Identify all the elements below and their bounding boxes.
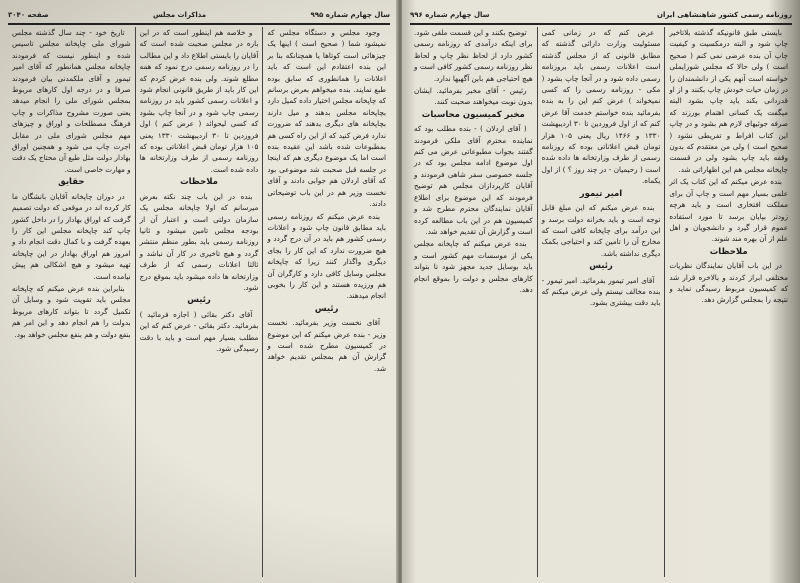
article-paragraph: بنابراین بنده عرض میکنم که چاپخانه مجلس باید تقویت شود و وسایل آن تکمیل گردد تا بتواند کارهای مربوط بدولت را هم انجام دهد و این امر هم بنفع دولت و هم بنفع مجلس خواهد بود. bbox=[11, 283, 131, 339]
section-title: مذاکرات مجلس bbox=[152, 11, 207, 19]
article-paragraph: بنده عرض میکنم که این مبلغ قابل توجه است و باید بخزانه دولت برسد و این درآمد برای چاپخانه کافی است که مخارج آن را تامین کند و احتیاجی بکمک دیگری نداشته باشد. bbox=[541, 203, 661, 258]
left-page-columns bbox=[8, 27, 390, 577]
text-column bbox=[410, 27, 537, 577]
right-page-header bbox=[410, 8, 792, 22]
article-paragraph: توضیح بکنند و این قسمت ملغی شود. برای اینکه درآمدی که روزنامه رسمی کشور دارد از لحاظ نظر چاپ و لحاظ نظر روزنامه رسمی کشور کافی است و هیچ احتیاجی هم باین آگهیها ندارد. bbox=[413, 28, 533, 83]
article-paragraph: بنده عرض میکنم که این کتاب یک اثر علمی بسیار مهم است و چاپ آن برای مملکت افتخاری است و باید هرچه زودتر بپایان برسد تا مورد استفاده عموم قرار گیرد و دانشجویان و اهل علم از آن بهره مند شوند. bbox=[669, 177, 788, 244]
section-heading: ملاحظات bbox=[180, 177, 218, 188]
right-page-columns bbox=[410, 27, 792, 577]
text-column bbox=[537, 27, 665, 577]
article-paragraph: عرض کنم که در زمانی کمی مسئولیت وزارت دارائی گذشته که مطابق قانونی که از مجلس گذشته است اعلانات رسمی باید بروزنامه رسمی داده شود و در آنجا چاپ بشود ( مکی - روزنامه رسمی را که کسی نمیخواند ) عرض کنم این را به بنده بفرمائید بنده خواستم خدمت آقا عرض کنم که از اول فروردین تا ۳۰ اردیبهشت ۱۳۳۰ و ۱۴۶۶ ریال یعنی ۱۰۵ هزار تومان قبض اعلاناتی بوده که روزنامه رسمی از طرف وزارتخانه ها داده شده است ( رحیمیان - در چند روز ؟ ) از اول یکماه. bbox=[541, 28, 661, 186]
header-rule bbox=[8, 23, 390, 25]
issue-number: سال چهارم شماره ۹۹۵ bbox=[310, 11, 390, 19]
text-column bbox=[8, 27, 135, 577]
article-paragraph: بایستی طبق قانونیکه گذشته بلاتاخیر چاپ شود و البته درمکسیت و کیفیت چاپ آن بنده عرضی نمی کنم ( صحیح است ) ولی حالا که مجلس شورایملی خواسته است آنهم یکی از دانشمندان را در زمان حیات خودش چاپ بکنند و از او قدردانی بکند باید چاپ بشود البته میگفت یک کسانی اهتمام بورزند که صرفه جوئیهای لازم هم بشود و در چاپ این کتاب افراط و تفریطی نشود ( صحیح است ) ولی من معتقدم که بدون وقفه باید چاپ بشود ولی در قسمت چاپخانه مجلس هم این اظهاراتی شد. bbox=[669, 28, 788, 174]
article-paragraph: آقای دکتر بقائی ( اجازه فرمائید ) بفرمائید. دکتر بقائی - عرض کنم که این مطلب بسیار مهم است و باید با دقت رسیدگی شود. bbox=[139, 309, 259, 353]
section-heading: مخبر کمیسیون محاسبات bbox=[421, 109, 525, 120]
article-paragraph: در دوران چاپخانه آقایان بانشگان ما کار کرده اند در موقعی که دولت تصمیم گرفت که اوراق بهادار را در داخل کشور چاپ کند چاپخانه مجلس این کار را بعهده گرفت و با کمال دقت انجام داد و امروز هم اوراق بهادار در این چاپخانه تهیه میشود و هیچ اشکالی هم پیش نیامده است. bbox=[11, 191, 131, 281]
article-paragraph: ( آقای اردلان ) - بنده مطلب بود که نماینده محترم آقای ملکی فرمودند گفتند بجواب مطبوعاتی عرض می کنم اول موضوع ادامه مجلس بود که در جلسه خصوصی سفر شاهی فرمودند و آقایان کارپردازان مجلس هم توضیح فرمودند که این موضوع برای اطلاع آقایان نمایندگان محترم مطرح شد و کمیسیون هم در این باب مطالعه کرده است و گزارش آن تقدیم خواهد شد. bbox=[413, 124, 533, 236]
article-paragraph: بنده در این باب چند نکته بعرض میرسانم که اولا چاپخانه مجلس یک سازمان دولتی است و اعتبار آن از بودجه مجلس تامین میشود و ثانیا روزنامه رسمی باید بطور منظم منتشر گردد و هیچ تاخیری در کار آن نباشد و ثالثا اعلانات رسمی که از طرف وزارتخانه ها داده میشود باید بموقع درج شود. bbox=[139, 191, 259, 292]
article-paragraph: آقای نخست وزیر بفرمائید. نخست وزیر - بنده عرض میکنم که این موضوع در کمیسیون مطرح شده است و گزارش آن هم بمجلس تقدیم خواهد شد. bbox=[267, 318, 386, 373]
section-heading: ملاحظات bbox=[709, 246, 748, 257]
left-page-header bbox=[8, 8, 390, 22]
article-paragraph: رئیس - آقای مخبر بفرمائید. ایشان بدون نوبت میخواهند صحبت کنند. bbox=[413, 86, 533, 107]
article-paragraph: در این باب آقایان نمایندگان نظریات مختلفی ابراز کردند و بالاخره قرار شد که کمیسیون مربوط رسیدگی نماید و نتیجه را بمجلس گزارش دهد. bbox=[669, 261, 788, 305]
left-page bbox=[0, 0, 398, 583]
issue-number: سال چهارم شماره ۹۹۶ bbox=[410, 11, 490, 19]
section-heading: امیر تیمور bbox=[579, 188, 623, 199]
article-paragraph: آقای امیر تیمور بفرمائید. امیر تیمور - بنده مخالف نیستم ولی عرض میکنم که باید دقت بیشتری بشود. bbox=[541, 275, 661, 308]
section-heading: رئیس bbox=[314, 303, 339, 314]
right-page bbox=[402, 0, 800, 583]
article-paragraph: تاریخ خود - چند سال گذشته مجلس شورای ملی چاپخانه مجلس تاسیس شده و اینطور نیست که فرمودند چاپخانه مجلس همانطور که آقای امیر تیمور و آقای ملکمدنی بیان فرمودند صرفا و در درجه اول کارهای مربوط بمجلس شورای ملی را انجام میدهد یعنی صورت مشروح مذاکرات و چاپ فرهنگ مصطلحات و اوراق و چیزهای مهم مجلس شورای ملی در مقابل اجرت چاپ می شود و همچنین اوراق بهادار دولت مثل طبع آن محتاج یک دقت و مهارت خاصی است. bbox=[11, 28, 131, 174]
header-rule bbox=[410, 23, 792, 25]
section-heading: حقایق bbox=[58, 177, 85, 188]
page-number: صفحه ۳۰۴۰ bbox=[8, 11, 49, 19]
newspaper-title: روزنامه رسمی کشور شاهنشاهی ایران bbox=[657, 11, 792, 19]
article-paragraph: بنده عرض میکنم که روزنامه رسمی باید مطابق قانون چاپ شود و اعلانات رسمی کشور هم باید در آن درج گردد و هیچ ضرورت ندارد که این کار را بجای دیگری واگذار کنند زیرا که چاپخانه مجلس وسایل کافی دارد و کارگران آن هم ورزیده هستند و این کار را بخوبی انجام میدهند. bbox=[267, 211, 386, 301]
article-paragraph: بنده عرض میکنم که چاپخانه مجلس یکی از موسسات مهم کشور است و باید بوسایل جدید مجهز شود تا بتواند کارهای مجلس و دولت را بموقع انجام دهد. bbox=[413, 239, 533, 294]
article-paragraph: وجود مجلس و دستگاه مجلس که نمیشود شما ( صحیح است ) اینها یک چیزهائی است کوتاها یا همچنانکه بنا بر این بنده اعتقادم این است که باید اعلانات را همانطوری که سابق بوده طبع نمایند. بنده میخواهم بعرض برسانم که چاپخانه مجلس اختیار داده کمیل دارد بچاپخانه مجلس بدهند و میل دارند بچاپخانه های دیگری بدهند که ضرورت ندارد فرض کنید که از این راه کسی هم بمطبوعات شده باشد این عقیده بنده است اما یک موضوع دیگری هم که اینجا در جلسه قبل صحبت شد موضوعی بود که آقای اردلان هم جوابی دادند و آقای نخست وزیر هم در این باب توضیحاتی دادند. bbox=[267, 28, 386, 209]
text-column bbox=[135, 27, 263, 577]
article-paragraph: و خلاصه هم اینطور است که در این باره در مجلس صحبت شده است که آقایان را بایستی اطلاع داد و این مطالب را در روزنامه رسمی درج نمود که همه مطلع شوند. ولی بنده عرض کردم که این کار باید از طریق قانونی انجام شود و اعلانات رسمی کشور باید در روزنامه رسمی چاپ شود و در آنجا چاپ بشود که کسی لیحوائد ( عرض کنم ) اول فروردین تا ۳۰ اردیبهشت ۱۳۳۰ یعنی ۱۰۵ هزار تومان قبض اعلاناتی بوده که روزنامه رسمی از طرف وزارتخانه ها داده شده است. bbox=[139, 28, 259, 174]
section-heading: رئیس bbox=[589, 261, 613, 272]
text-column bbox=[664, 27, 792, 577]
text-column bbox=[262, 27, 390, 577]
section-heading: رئیس bbox=[187, 295, 211, 306]
